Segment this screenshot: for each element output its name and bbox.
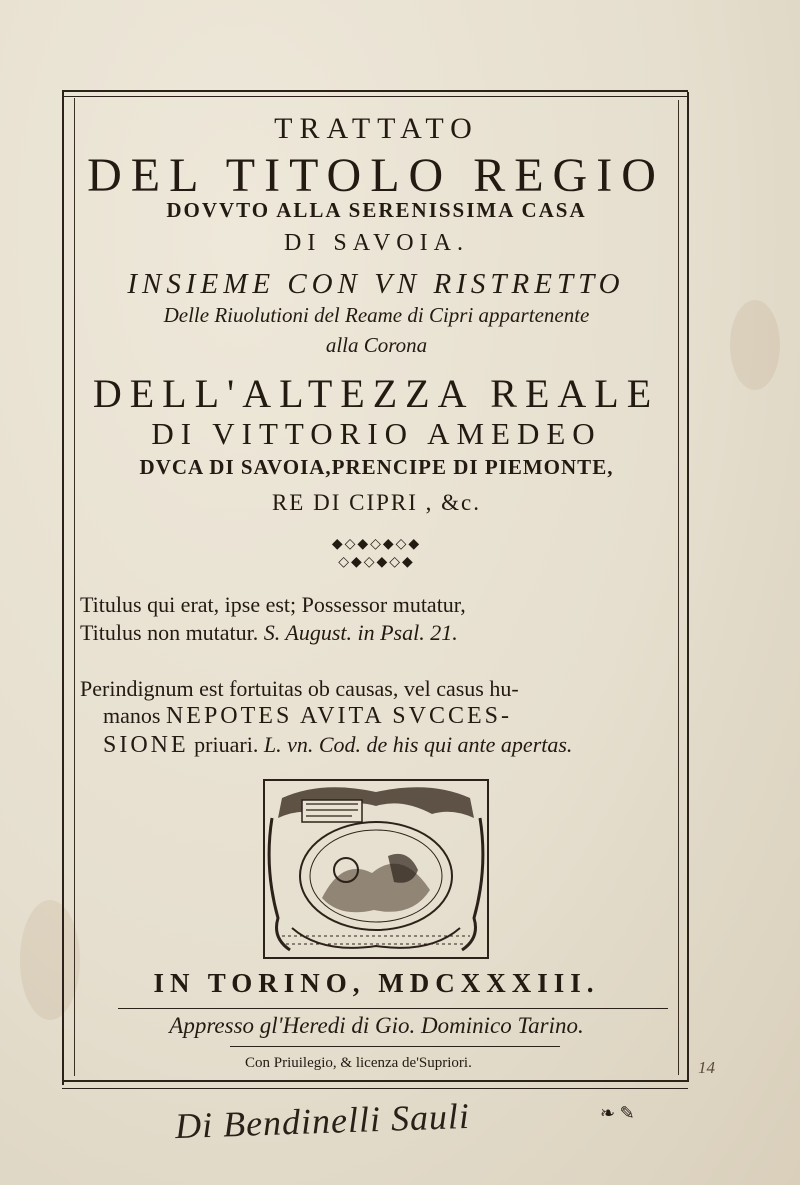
epigraph-1-line-1: Titulus qui erat, ipse est; Possessor mutatur, [80,592,466,617]
printer-device-woodcut [262,778,490,960]
epigraph-1-line-2 [80,620,458,646]
ornament-row-1: ◆◇◆◇◆◇◆ [331,537,422,552]
title-line-altezza: DELL'ALTEZZA REALE [92,371,660,416]
title-line-corona: alla Corona [325,333,428,357]
title-line-duca: DVCA DI SAVOIA,PRENCIPE DI PIEMONTE, [139,455,614,479]
border-rule-left [62,90,64,1085]
imprint-place-date: IN TORINO, MDCXXXIII. [153,968,600,998]
title-line-riuolutioni: Delle Riuolutioni del Reame di Cipri appartenente [163,303,590,327]
border-rule-top [62,90,688,92]
ornament-row-2: ◇◆◇◆◇◆ [338,555,415,570]
epigraph-2-citation: L. vn. Cod. de his qui ante apertas. [263,732,573,757]
title-line-insieme: INSIEME CON VN RISTRETTO [127,268,625,300]
epigraph-1-text: Titulus non mutatur. [80,620,259,645]
epigraph-1-citation: S. August. in Psal. 21. [263,620,458,645]
title-line-main: DEL TITOLO REGIO [87,149,665,202]
ink-mark: ❧ ✎ [600,1103,635,1123]
epigraph-2-line-3 [103,732,572,759]
title-line-re-di-cipri: RE DI CIPRI , &c. [271,490,482,515]
paper-stain [20,900,80,1020]
border-rule-right-inner [678,100,679,1075]
epigraph-2-line-1: Perindignum est fortuitas ob causas, vel casus hu- [80,676,519,701]
epigraph-2-manos: manos [103,703,161,728]
border-rule-bottom [62,1080,688,1082]
paper-stain [730,300,780,390]
epigraph-2-priuari: priuari. [194,732,259,757]
border-rule-bottom-inner [62,1088,688,1089]
epigraph-2-caps: NEPOTES AVITA SVCCES- [165,703,512,729]
page-number: 14 [698,1058,715,1077]
epigraph-2-line-2 [103,703,512,730]
privilege-rule [230,1046,560,1047]
title-line-dovuto: DOVVTO ALLA SERENISSIMA CASA [166,198,587,222]
border-rule-right [687,92,689,1082]
ownership-signature: Di Bendinelli Sauli [174,1095,471,1147]
title-line-vittorio: DI VITTORIO AMEDEO [151,416,602,451]
border-rule-top-inner [62,96,688,97]
imprint-rule [118,1008,668,1009]
imprint-publisher: Appresso gl'Heredi di Gio. Dominico Tarino. [169,1013,584,1038]
title-line-savoia: DI SAVOIA. [284,230,469,256]
imprint-privilege: Con Priuilegio, & licenza de'Supriori. [245,1055,472,1071]
title-line-trattato: TRATTATO [274,112,479,145]
epigraph-2-sione: SIONE [103,732,189,758]
